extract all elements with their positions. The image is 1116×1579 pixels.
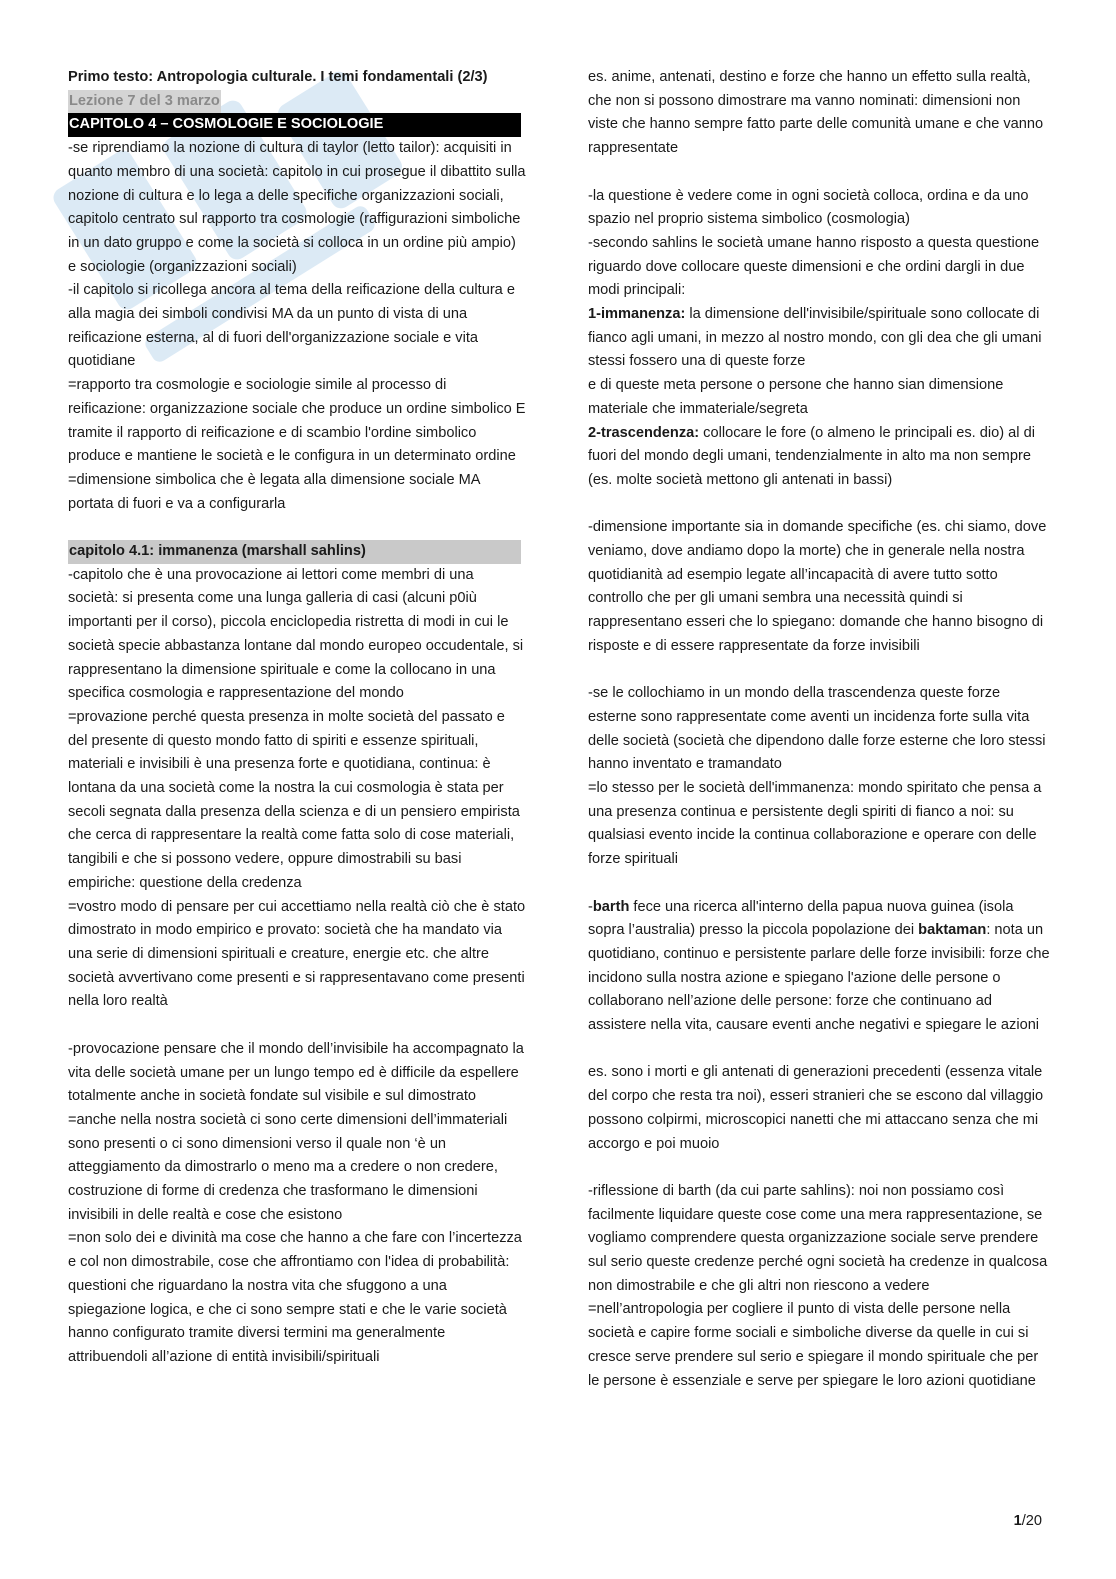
document-title: Primo testo: Antropologia culturale. I temi fondamentali (2/3) bbox=[68, 69, 488, 85]
paragraph: =dimensione simbolica che è legata alla dimensione sociale MA portata di fuori e va a configurarla bbox=[68, 471, 480, 512]
paragraph: -se riprendiamo la nozione di cultura di taylor (letto tailor): acquisiti in quanto membro di una società: capitolo in cui prosegue il dibattito sulla nozione di cultura e lo lega a delle specifiche organizzazioni sociali, capitolo centrato sul rapporto tra cosmologie (raffigurazioni simboliche in un dato gruppo e come la società si colloca in un ordine più ampio) e sociologie (organizzazioni sociali) bbox=[68, 140, 526, 275]
text-run: - bbox=[588, 898, 593, 915]
page-current: 1 bbox=[1013, 1513, 1022, 1529]
term-text: collocare le fore (o almeno le principali es. dio) al di fuori del mondo degli umani, tendenzialmente in alto ma non sempre (es. molte società mettono gli antenati in bassi) bbox=[588, 424, 1035, 488]
spacer bbox=[68, 516, 526, 540]
paragraph: e di queste meta persone o persone che hanno sian dimensione materiale che immateriale/segreta bbox=[588, 377, 1004, 417]
page-total: /20 bbox=[1021, 1513, 1042, 1529]
paragraph: -il capitolo si ricollega ancora al tema della reificazione della cultura e alla magia dei simboli condivisi MA da un punto di vista di una reificazione esterna, al di fuori dell'organizzazione sociale e vita quotidiane bbox=[68, 282, 515, 370]
spacer bbox=[588, 161, 1050, 185]
chapter-heading: CAPITOLO 4 – COSMOLOGIE E SOCIOLOGIE bbox=[68, 113, 521, 137]
spacer bbox=[588, 659, 1050, 683]
left-column bbox=[68, 66, 526, 1370]
text-run: : nota un quotidiano, continuo e persistente parlare delle forze invisibili: forze che incidono sulla nostra azione e spiegano l'azione delle persone o collaborano nell’azione delle persone: forze che continuano ad assistere nella vita, causare eventi anche negativi e spiegare le azioni bbox=[588, 922, 1050, 1034]
name-barth: barth bbox=[592, 898, 630, 915]
paragraph: -provocazione pensare che il mondo dell’invisibile ha accompagnato la vita delle società umane per un lungo tempo ed è difficile da espellere totalmente anche in società fondate sul visibile e sul dimostrato bbox=[68, 1040, 524, 1105]
paragraph: -la questione è vedere come in ogni società colloca, ordina e da uno spazio nel proprio sistema simbolico (cosmologia) bbox=[588, 187, 1029, 228]
paragraph: =nell’antropologia per cogliere il punto di vista delle persone nella società e capire forme sociali e simboliche diverse da quelle in cui si cresce serve prendere sul serio e spiegare il mondo spirituale che per le persone è essenziale e serve per spiegare le loro azioni quotidiane bbox=[588, 1301, 1039, 1389]
paragraph: =provazione perché questa presenza in molte società del passato e del presente di questo mondo fatto di spiriti e essenze spirituali, materiali e invisibili è una presenza forte e quotidiana, continua: è lontana da una società come la nostra la cui cosmologia è stata per secoli segnata dalla presenza della scienza e di un pensiero empirista che cerca di rappresentare la realtà come fatta solo di cose materiali, tangibili e che si possono vedere, oppure dimostrabili su basi empiriche: questione della credenza bbox=[68, 708, 520, 891]
spacer bbox=[588, 1038, 1050, 1062]
right-column bbox=[588, 66, 1050, 1393]
paragraph-trascendenza bbox=[588, 422, 1050, 493]
paragraph: -se le collochiamo in un mondo della trascendenza queste forze esterne sono rappresentate come aventi un incidenza forte sulla vita delle società (società che dipendono dalle forze esterne che loro stessi hanno inventato e tramandato bbox=[588, 685, 1046, 773]
text-run: fece una ricerca all'interno della papua nuova guinea (isola sopra l’australia) presso la piccola popolazione dei bbox=[588, 898, 1014, 939]
spacer bbox=[588, 872, 1050, 896]
paragraph: -secondo sahlins le società umane hanno risposto a questa questione riguardo dove collocare queste dimensioni e che ordini dargli in due modi principali: bbox=[588, 234, 1040, 299]
section-heading: capitolo 4.1: immanenza (marshall sahlins) bbox=[68, 540, 521, 564]
term-text: la dimensione dell'invisibile/spirituale sono collocate di fianco agli umani, in mezzo al nostro mondo, con gli dea che gli umani stessi fossero una di queste forze bbox=[588, 306, 1042, 370]
spacer bbox=[68, 1014, 526, 1038]
paragraph: es. anime, antenati, destino e forze che hanno un effetto sulla realtà, che non si possono dimostrare ma vanno nominati: dimensioni non viste che hanno sempre fatto parte delle comunità umane e che vanno rappresentate bbox=[588, 69, 1044, 157]
paragraph: =vostro modo di pensare per cui accettiamo nella realtà ciò che è stato dimostrato in modo empirico e provato: società che ha mandato via una serie di dimensioni spirituali e creature, energie etc. che altre società avvertivano come presenti e si rappresentavano come presenti nella loro realtà bbox=[68, 898, 526, 1010]
paragraph: -riflessione di barth (da cui parte sahlins): noi non possiamo così facilmente liquidare queste cose come una mera rappresentazione, se vogliamo comprendere questa organizzazione sociale serve prendere sul serio queste credenze perché ogni società ha credenze in qualcosa non dimostrabile e che gli altri non riescono a vedere bbox=[588, 1182, 1048, 1294]
paragraph: -capitolo che è una provocazione ai lettori come membri di una società: si presenta come una lunga galleria di casi (alcuni p0iù importanti per il corso), piccola enciclopedia ristretta di modi in cui le società specie abbastanza lontane dal mondo europeo occudentale, si rappresentano la dimensione spirituale e come la collocano in una specifica cosmologia e rappresentazione del mondo bbox=[68, 566, 524, 702]
term-label: 2-trascendenza: bbox=[588, 424, 700, 441]
spacer bbox=[588, 1156, 1050, 1180]
paragraph: -dimensione importante sia in domande specifiche (es. chi siamo, dove veniamo, dove andiamo dopo la morte) che in generale nella nostra quotidianità ad esempio legate all’incapacità di avere tutto sotto controllo che per gli umani sembra una necessità quindi si rappresentano esseri che lo spiegano: domande che hanno bisogno di risposte e di essere rappresentate da forze invisibili bbox=[588, 519, 1047, 654]
name-baktaman: baktaman bbox=[918, 922, 987, 939]
paragraph: =non solo dei e divinità ma cose che hanno a che fare con l’incertezza e col non dimostrabile, cose che affrontiamo con l'idea di probabilità: questioni che riguardano la nostra vita che sfuggono a una spiegazione logica, e che ci sono sempre stati e che le varie società hanno configurato tramite diversi termini ma generalmente attribuendoli all’azione di entità invisibili/spirituali bbox=[68, 1230, 522, 1365]
term-label: 1-immanenza: bbox=[588, 306, 686, 323]
lesson-label: Lezione 7 del 3 marzo bbox=[68, 90, 221, 114]
paragraph: =lo stesso per le società dell'immanenza: mondo spiritato che pensa a una presenza continua e persistente degli spiriti di fianco a noi: su qualsiasi evento incide la continua collaborazione e operare con delle forze spirituali bbox=[588, 780, 1042, 868]
page-number bbox=[1014, 1513, 1042, 1529]
paragraph-immanenza bbox=[588, 303, 1050, 374]
paragraph: es. sono i morti e gli antenati di generazioni precedenti (essenza vitale del corpo che resta tra noi), esseri stranieri che se escono dal villaggio possono colpirmi, microscopici nanetti che mi attaccano senza che mi accorgo e poi muoio bbox=[588, 1064, 1044, 1152]
paragraph-barth bbox=[588, 896, 1050, 1038]
paragraph: =anche nella nostra società ci sono certe dimensioni dell’immateriali sono presenti o ci sono dimensioni verso il quale non ‘è un atteggiamento da dimostrarlo o meno ma a credere o non credere, costruzione di forme di credenza che trasformano le dimensioni invisibili in delle realtà e cose che esistono bbox=[68, 1111, 508, 1223]
spacer bbox=[588, 493, 1050, 517]
paragraph: =rapporto tra cosmologie e sociologie simile al processo di reificazione: organizzazione sociale che produce un ordine simbolico E tramite il rapporto di reificazione e di scambio l'ordine simbolico produce e mantiene le società e le configura in un determinato ordine bbox=[68, 377, 526, 465]
